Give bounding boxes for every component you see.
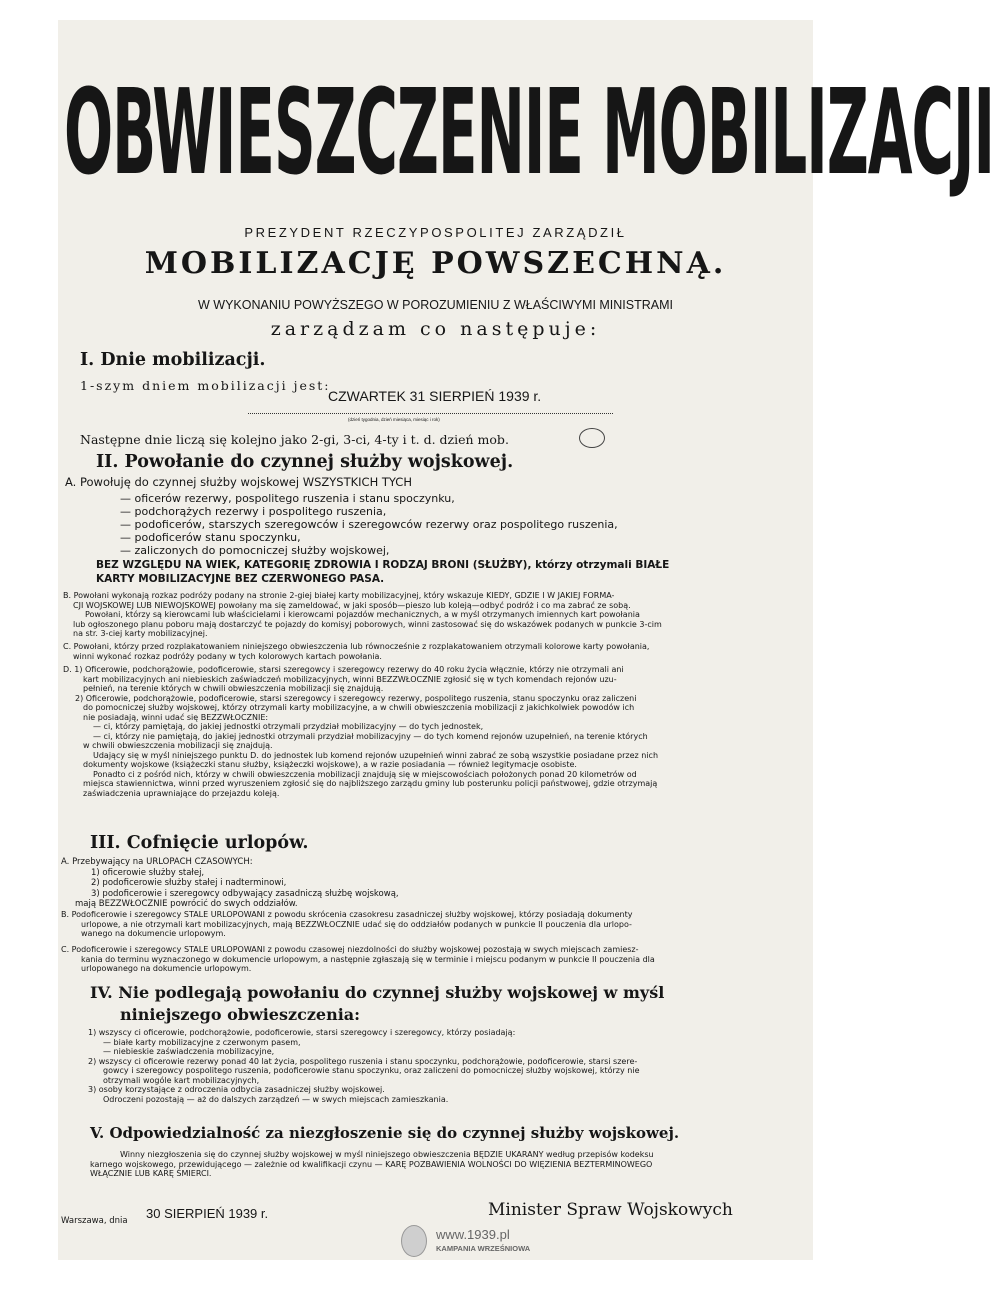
dot-caption: (dzień tygodnia, dzień miesiąca, miesiąc i rok) [348, 417, 440, 422]
order-line: zarządzam co następuje: [270, 318, 601, 340]
section-3-heading: III. Cofnięcie urlopów. [90, 833, 309, 853]
eagle-shield-icon [401, 1225, 427, 1257]
execution-line: W WYKONANIU POWYŻSZEGO W POROZUMIENIU Z WŁAŚCIWYMI MINISTRAMI [198, 298, 673, 312]
s2-a-intro: A. Powołuję do czynnej służby wojskowej WSZYSTKICH TYCH [65, 475, 412, 489]
s2-b-text: B. Powołani wykonają rozkaz podróży podany na stronie 2-giej białej karty mobilizacyjnej, który wskazuje KIEDY, GDZIE I W JAKIEJ FORMA- CJI WOJSKOWEJ LUB NIEWOJSKOWEJ powołany ma się zameldować, w jaki sposób—pieszo lub koleją—odbyć podróż i co ma zabrać ze sobą. Powołani, którzy są kierowcami lub właścicielami i kierowcami pojazdów mechanicznych, a w myśl otrzymanych imiennych kart powołania lub ogłoszonego planu poboru mają dostarczyć te pojazdy do komisyj poborowych, winni zastosować się do wskazówek podanych w punkcie 3-cim na str. 3-ciej karty mobilizacyjnej. [63, 591, 662, 638]
watermark-campaign: KAMPANIA WRZEŚNIOWA [436, 1244, 531, 1253]
list-item: — podoficerów, starszych szeregowców i szeregowców rezerwy oraz pospolitego ruszenia, [120, 518, 618, 531]
watermark-url: www.1939.pl [436, 1227, 510, 1242]
s3-b-text: B. Podoficerowie i szeregowcy STALE URLOPOWANI z powodu skrócenia czasokresu zasadniczej służby wojskowej, którzy posiadają dokumenty urlopowe, a nie otrzymali kart mobilizacyjnych, mają BEZZWŁOCZNIE udać się do oddziałów podanych w punkcie II pouczenia dla urlopo- wanego na dokumencie urlopowym. [61, 910, 633, 938]
s2-a-list [120, 492, 618, 557]
s3-a-text: A. Przebywający na URLOPACH CZASOWYCH: 1) oficerowie służby stałej, 2) podoficerowie służby stałej i nadterminowi, 3) podoficerowie i szeregowcy odbywający zasadniczą służbę wojskową, mają BEZZWŁOCZNIE powrócić do swych oddziałów. [61, 857, 399, 909]
president-line: PREZYDENT RZECZYPOSPOLITEJ ZARZĄDZIŁ [244, 225, 627, 240]
issue-date: 30 SIERPIEŃ 1939 r. [146, 1206, 269, 1221]
section-4-heading-2: niniejszego obwieszczenia: [120, 1005, 361, 1024]
section-1-heading: I. Dnie mobilizacji. [80, 350, 266, 370]
s2-d-text: D. 1) Oficerowie, podchorążowie, podoficerowie, starsi szeregowcy i szeregowcy rezerwy do 40 roku życia włącznie, którzy nie otrzymali ani kart mobilizacyjnych ani niebieskich zaświadczeń mobilizacyjnych, winni BEZZWŁOCZNIE zgłosić się w tych komendach rejonów uzu- pełnień, na terenie których w chwili obwieszczenia mobilizacji się znajdują. 2) Oficerowie, podchorążowie, podoficerowie, starsi szeregowcy i szeregowcy rezerwy, pospolitego ruszenia, stanu spoczynku oraz zaliczeni do pomocniczej służby wojskowej, którzy otrzymali karty mobilizacyjne, a w chwili obwieszczenia mobilizacji z jakichkolwiek powodów ich nie posiadają, winni udać się BEZZWŁOCZNIE: — ci, którzy pamiętają, do jakiej jednostki otrzymali przydział mobilizacyjny — do tych jednostek, — ci, którzy nie pamiętają, do jakiej jednostki otrzymali przydział mobilizacyjny — do tych komend rejonów uzupełnień, na terenie których w chwili obwieszczenia mobilizacji się znajdują. Udający się w myśl niniejszego punktu D. do jednostek lub komend rejonów uzupełnień winni zabrać ze sobą wszystkie posiadane przez nich dokumenty wojskowe (książeczki stanu służby, książeczki wojskowe), a w razie posiadania — również legitymacje osobiste. Ponadto ci z pośród nich, którzy w chwili obwieszczenia mobilizacji znajdują się w miejscowościach położonych ponad 20 kilometrów od miejsca stawiennictwa, winni przed wyruszeniem zgłosić się do najbliższego zarządu gminy lub posterunku policji państwowej, gdzie otrzymają zaświadczenia uprawniające do przejazdu koleją. [63, 665, 659, 798]
s2-a-close-1: BEZ WZGLĘDU NA WIEK, KATEGORIĘ ZDROWIA I RODZAJ BRONI (SŁUŻBY), którzy otrzymali BIAŁE [96, 559, 670, 571]
section-4-heading: IV. Nie podlegają powołaniu do czynnej służby wojskowej w myśl [90, 983, 665, 1002]
first-day-label: 1-szym dniem mobilizacji jest: [80, 378, 331, 393]
section-2-heading: II. Powołanie do czynnej służby wojskowej. [96, 452, 514, 472]
s3-c-text: C. Podoficerowie i szeregowcy STALE URLOPOWANI z powodu czasowej niezdolności do służby wojskowej pozostają w swych miejscach zamiesz- kania do terminu wyznaczonego w dokumencie urlopowym, a następnie zgłaszają się w terminie i miejscu podanym w punkcie II pouczenia dla urlopowanego na dokumencie urlopowym. [61, 945, 655, 973]
s5-text: Winny niezgłoszenia się do czynnej służby wojskowej w myśl niniejszego obwieszczenia BĘDZIE UKARANY według przepisów kodeksu karnego wojskowego, przewidującego — zależnie od kwalifikacji czynu — KARĘ POZBAWIENIA WOLNOŚCI DO WIĘZIENIA BEZTERMINOWEGO WŁĄCZNIE LUB KARĘ ŚMIERCI. [90, 1150, 654, 1178]
dotted-line [248, 413, 613, 414]
list-item: — oficerów rezerwy, pospolitego ruszenia i stanu spoczynku, [120, 492, 455, 505]
poster-title: OBWIESZCZENIE MOBILIZACJI [64, 63, 994, 201]
section-5-heading: V. Odpowiedzialność za niezgłoszenie się do czynnej służby wojskowej. [90, 1124, 680, 1142]
poster [58, 20, 994, 1260]
s2-c-text: C. Powołani, którzy przed rozplakatowaniem niniejszego obwieszczenia lub równocześnie z rozplakatowaniem otrzymali kolorowe karty powołania, winni wykonać rozkaz podróży podany w tych kolorowych kartach powołania. [63, 642, 650, 661]
watermark-logo [401, 1225, 536, 1260]
list-item: — podchorążych rezerwy i pospolitego ruszenia, [120, 505, 387, 518]
next-days: Następne dnie liczą się kolejno jako 2-gi, 3-ci, 4-ty i t. d. dzień mob. [80, 432, 509, 447]
list-item: — zaliczonych do pomocniczej służby wojskowej, [120, 544, 390, 557]
s2-a-close-2: KARTY MOBILIZACYJNE BEZ CZERWONEGO PASA. [96, 573, 385, 585]
stamp-mark [579, 428, 605, 448]
first-day-value: CZWARTEK 31 SIERPIEŃ 1939 r. [328, 388, 542, 404]
s4-text: 1) wszyscy ci oficerowie, podchorążowie, podoficerowie, starsi szeregowcy i szeregowcy, którzy posiadają: — białe karty mobilizacyjne z czerwonym pasem, — niebieskie zaświadczenia mobilizacyjne, 2) wszyscy ci oficerowie rezerwy ponad 40 lat życia, pospolitego ruszenia i stanu spoczynku, podchorążowie, podoficerowie, starsi szere- gowcy i szeregowcy pospolitego ruszenia, podoficerowie stanu spoczynku, oraz zaliczeni do pomocniczej służby wojskowej, którzy nie otrzymali wogóle kart mobilizacyjnych, 3) osoby korzystające z odroczenia odbycia zasadniczej służby wojskowej. Odroczeni pozostają — aż do dalszych zarządzeń — w swych miejscach zamieszkania. [88, 1028, 640, 1104]
mobilization-heading: MOBILIZACJĘ POWSZECHNĄ. [144, 246, 727, 281]
place-label: Warszawa, dnia [61, 1216, 128, 1226]
signature: Minister Spraw Wojskowych [488, 1200, 733, 1220]
list-item: — podoficerów stanu spoczynku, [120, 531, 301, 544]
